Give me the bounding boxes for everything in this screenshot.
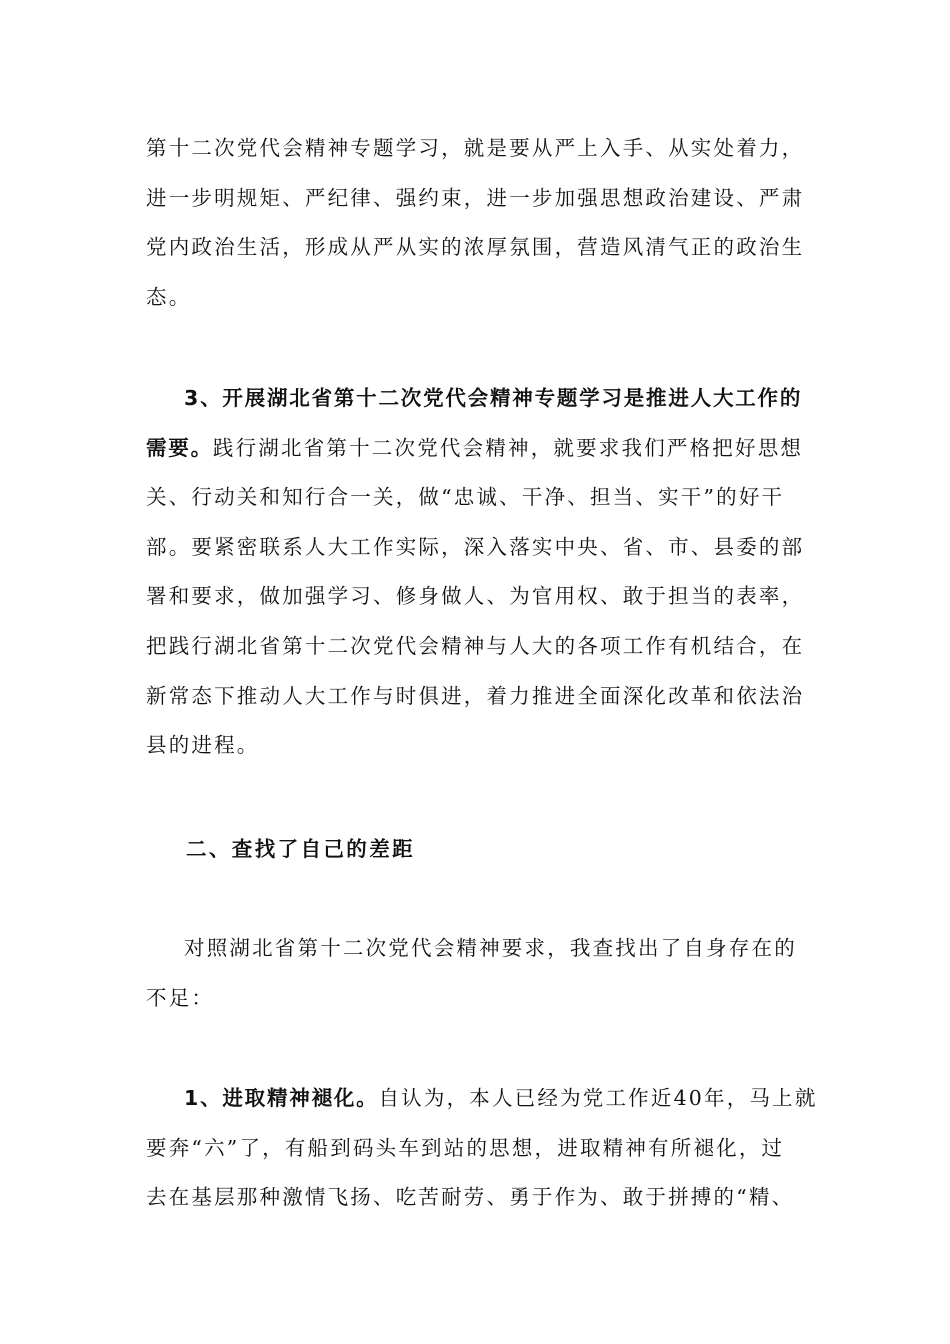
bold-lead: 1、进取精神褪化。 bbox=[184, 1086, 379, 1110]
text-line bbox=[146, 1074, 818, 1124]
text-line: 进一步明规矩、严纪律、强约束，进一步加强思想政治建设、严肃 bbox=[146, 185, 805, 210]
text-line: 把践行湖北省第十二次党代会精神与人大的各项工作有机结合，在 bbox=[146, 633, 805, 658]
paragraph-4 bbox=[146, 1074, 818, 1223]
text-line: 关、行动关和知行合一关，做“忠诚、干净、担当、实干”的好干 bbox=[146, 485, 785, 510]
paragraph-3 bbox=[146, 924, 810, 1023]
text-line bbox=[146, 374, 810, 424]
text-line: 县的进程。 bbox=[146, 733, 260, 758]
text-line: 态。 bbox=[146, 284, 192, 309]
bold-lead: 3、开展湖北省第十二次党代会精神专题学习是推进人大工作的 bbox=[184, 386, 803, 410]
text-line: 署和要求，做加强学习、修身做人、为官用权、敢于担当的表率， bbox=[146, 584, 805, 609]
text-line: 不足： bbox=[146, 985, 215, 1010]
text-line bbox=[146, 424, 810, 474]
text-line: 新常态下推动人大工作与时俱进，着力推进全面深化改革和依法治 bbox=[146, 683, 805, 708]
text-line: 去在基层那种激情飞扬、吃苦耐劳、勇于作为、敢于拼搏的“精、 bbox=[146, 1185, 795, 1210]
bold-lead: 需要。 bbox=[146, 435, 213, 460]
text-line: 党内政治生活，形成从严从实的浓厚氛围，营造风清气正的政治生 bbox=[146, 235, 805, 260]
text-line: 部。要紧密联系人大工作实际，深入落实中央、省、市、县委的部 bbox=[146, 534, 805, 559]
text-line: 第十二次党代会精神专题学习，就是要从严上入手、从实处着力， bbox=[146, 136, 805, 160]
paragraph-1 bbox=[146, 124, 810, 322]
text-segment: 自认为，本人已经为党工作近40年，马上就 bbox=[378, 1086, 818, 1110]
paragraph-2 bbox=[146, 374, 810, 771]
text-line: 对照湖北省第十二次党代会精神要求，我查找出了自身存在的 bbox=[184, 936, 797, 960]
text-line: 要奔“六”了，有船到码头车到站的思想，进取精神有所褪化，过 bbox=[146, 1135, 785, 1160]
text-segment: 践行湖北省第十二次党代会精神，就要求我们严格把好思想 bbox=[212, 435, 804, 460]
section-heading: 二、查找了自己的差距 bbox=[186, 837, 415, 861]
